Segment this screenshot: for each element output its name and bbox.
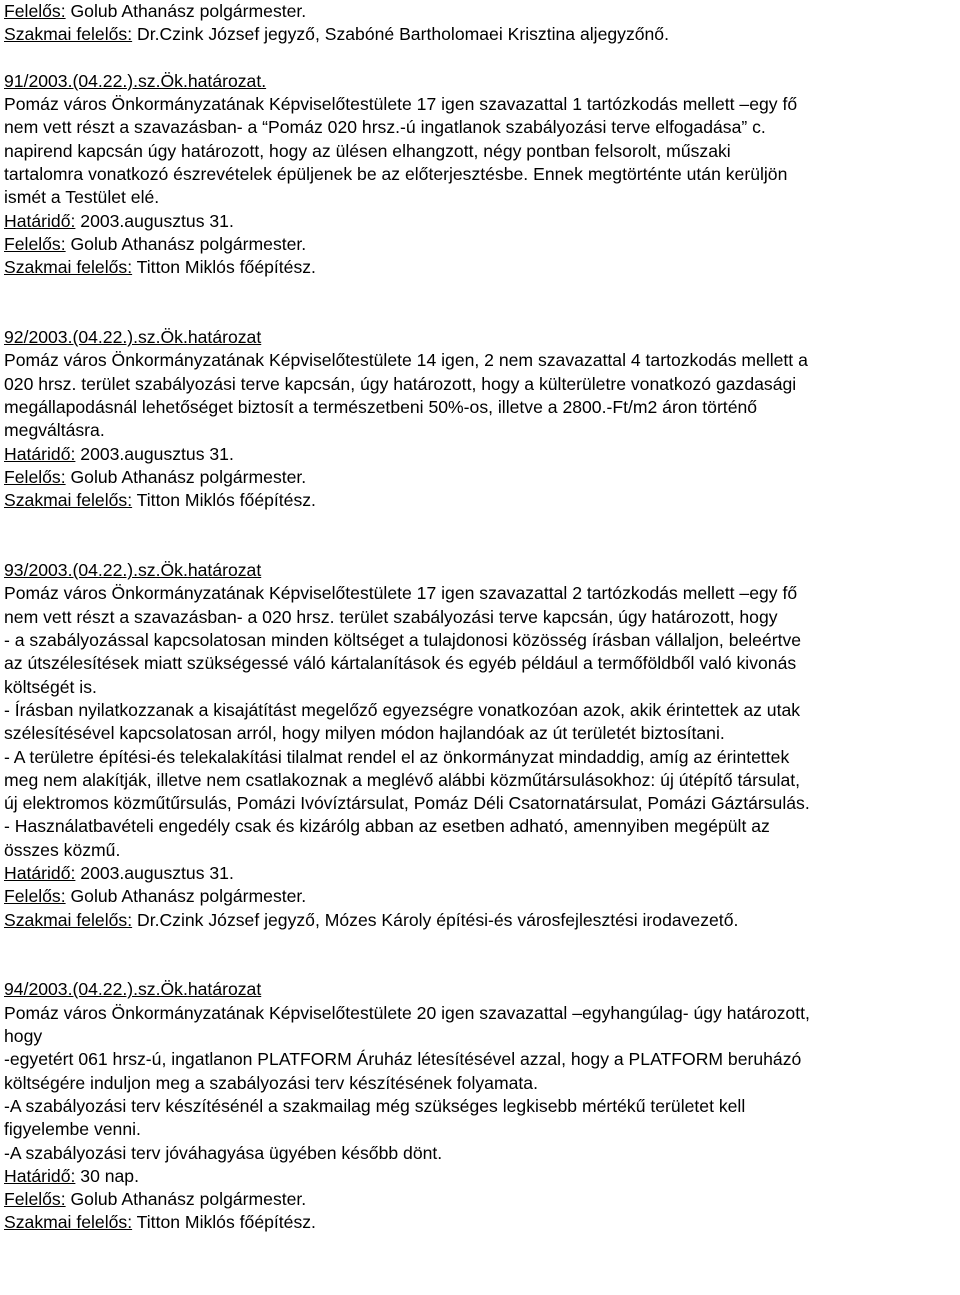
deadline-label: Határidő: (4, 1165, 76, 1186)
resolution-text-line: - a szabályozással kapcsolatosan minden költséget a tulajdonosi közösség írásban vállaljon, beleértve (4, 630, 802, 651)
professional-responsible-line (4, 23, 957, 46)
resolution-number-part: 94/2003.(04.22.).sz.Ök. (4, 979, 188, 1000)
resolution-text-line: megállapodásnál lehetőséget biztosít a természetbeni 50%-os, illetve a 2800.-Ft/m2 áron történő (4, 397, 758, 418)
resolution-text-line: ismét a Testület elé. (4, 187, 160, 208)
deadline-line (4, 443, 957, 466)
resolution-number (4, 326, 957, 349)
deadline-label: Határidő: (4, 210, 76, 231)
resolution-text-line: Pomáz város Önkormányzatának Képviselőtestülete 17 igen szavazattal 1 tartózkodás mellett –egy fő (4, 94, 798, 115)
deadline-line (4, 862, 957, 885)
resolution-text-line: költségére induljon meg a szabályozási terv készítésének folyamata. (4, 1072, 538, 1093)
professional-responsible-line (4, 909, 957, 932)
resolution-text-line: költségét is. (4, 676, 97, 697)
responsible-line (4, 1188, 957, 1211)
resolution-text-line: az útszélesítések miatt szükségessé váló kártalanítások és egyéb például a termőföldből való kivonás (4, 653, 797, 674)
deadline-value: 2003.augusztus 31. (75, 443, 234, 464)
professional-responsible-label: Szakmai felelős: (4, 490, 133, 511)
resolution-text-line: meg nem alakítják, illetve nem csatlakoznak a meglévő alábbi közműtársulásokhoz: új útépítő társulat, (4, 769, 801, 790)
resolution-text-line: -A szabályozási terv készítésénél a szakmailag még szükséges legkisebb mértékű területet kell (4, 1095, 746, 1116)
resolution-text-line: hogy (4, 1026, 43, 1047)
deadline-value: 2003.augusztus 31. (75, 862, 234, 883)
professional-responsible-line (4, 256, 957, 279)
professional-responsible-label: Szakmai felelős: (4, 1212, 133, 1233)
resolution-text-line: -A szabályozási terv jóváhagyása ügyében később dönt. (4, 1142, 443, 1163)
responsible-label: Felelős: (4, 886, 66, 907)
resolution-text-line: figyelembe venni. (4, 1119, 141, 1140)
document-page (4, 0, 957, 1235)
professional-responsible-value: Titton Miklós főépítész. (132, 490, 316, 511)
resolution-text-line: összes közmű. (4, 839, 121, 860)
deadline-value: 2003.augusztus 31. (75, 210, 234, 231)
deadline-line (4, 1165, 957, 1188)
resolution-text-line: szélesítésével kapcsolatosan arról, hogy milyen módon hajlandóak az út területét biztosítani. (4, 723, 725, 744)
responsible-label: Felelős: (4, 233, 66, 254)
resolution-text-line: nem vett részt a szavazásban- a 020 hrsz. terület szabályozási terve kapcsán, úgy határozott, hogy (4, 606, 778, 627)
resolution-number (4, 70, 957, 93)
responsible-value: Golub Athanász polgármester. (65, 1, 307, 21)
responsible-label: Felelős: (4, 466, 66, 487)
resolution-number-suffix: határozat (187, 327, 262, 348)
professional-responsible-line (4, 1211, 957, 1234)
resolution-text-line: Pomáz város Önkormányzatának Képviselőtestülete 20 igen szavazattal –egyhangúlag- úgy határozott, (4, 1002, 810, 1023)
responsible-line (4, 885, 957, 908)
spacer (4, 932, 957, 979)
resolution-number-part: 92/2003.(04.22.).sz.Ök. (4, 327, 188, 348)
resolution-text-line: megváltásra. (4, 420, 105, 441)
responsible-line (4, 466, 957, 489)
resolution-text-line: tartalomra vonatkozó észrevételek épüljenek be az előterjesztésbe. Ennek megtörténte után kerüljön (4, 164, 788, 185)
resolution-text-line: napirend kapcsán úgy határozott, hogy az ülésen elhangzott, négy pontban felsorolt, műszaki (4, 140, 731, 161)
resolution-text-line: Pomáz város Önkormányzatának Képviselőtestülete 14 igen, 2 nem szavazattal 4 tartozkodás mellett a (4, 350, 808, 371)
resolution-text-line: 020 hrsz. terület szabályozási terve kapcsán, úgy határozott, hogy a külterületre vonatkozó gazdasági (4, 373, 797, 394)
responsible-line (4, 0, 957, 23)
resolution-number (4, 978, 957, 1001)
responsible-line (4, 233, 957, 256)
professional-responsible-value: Titton Miklós főépítész. (132, 257, 316, 278)
spacer (4, 513, 957, 560)
resolution-text-line: - Használatbavételi engedély csak és kizárólg abban az esetben adható, amennyiben megépült az (4, 816, 770, 837)
professional-responsible-label: Szakmai felelős: (4, 909, 133, 930)
professional-responsible-value: Dr.Czink József jegyző, Mózes Károly építési-és városfejlesztési irodavezető. (132, 909, 739, 930)
spacer (4, 47, 957, 70)
deadline-label: Határidő: (4, 443, 76, 464)
responsible-value: Golub Athanász polgármester. (65, 233, 307, 254)
resolution-number-suffix: határozat (187, 560, 262, 581)
resolution-number-part: 93/2003.(04.22.).sz.Ök. (4, 560, 188, 581)
deadline-line (4, 210, 957, 233)
professional-responsible-value: Dr.Czink József jegyző, Szabóné Bartholomaei Krisztina aljegyzőnő. (132, 24, 669, 45)
responsible-value: Golub Athanász polgármester. (65, 1189, 307, 1210)
resolution-text-line: - A területre építési-és telekalakítási tilalmat rendel el az önkormányzat mindaddig, amíg az érintettek (4, 746, 790, 767)
professional-responsible-value: Titton Miklós főépítész. (132, 1212, 316, 1233)
deadline-value: 30 nap. (75, 1165, 139, 1186)
professional-responsible-label: Szakmai felelős: (4, 24, 133, 45)
professional-responsible-label: Szakmai felelős: (4, 257, 133, 278)
resolution-text-line: -egyetért 061 hrsz-ú, ingatlanon PLATFORM Áruház létesítésével azzal, hogy a PLATFORM beruházó (4, 1049, 802, 1070)
responsible-label: Felelős: (4, 1189, 66, 1210)
responsible-value: Golub Athanász polgármester. (65, 466, 307, 487)
responsible-label: Felelős: (4, 1, 66, 21)
resolution-text-line: - Írásban nyilatkozzanak a kisajátítást megelőző egyezségre vonatkozóan azok, akik érintettek az utak (4, 699, 801, 720)
professional-responsible-line (4, 489, 957, 512)
resolution-text-line: nem vett részt a szavazásban- a “Pomáz 020 hrsz.-ú ingatlanok szabályozási terve elfogadása” c. (4, 117, 766, 138)
resolution-text-line: Pomáz város Önkormányzatának Képviselőtestülete 17 igen szavazattal 2 tartózkodás mellett –egy fő (4, 583, 798, 604)
responsible-value: Golub Athanász polgármester. (65, 886, 307, 907)
spacer (4, 280, 957, 327)
resolution-number-part: 91/2003.(04.22.).sz.Ök. (4, 70, 188, 91)
deadline-label: Határidő: (4, 862, 76, 883)
resolution-number-suffix: határozat. (187, 70, 267, 91)
resolution-text-line: új elektromos közműtűrsulás, Pomázi Ivóvíztársulat, Pomáz Déli Csatornatársulat, Pomázi Gáztársulás. (4, 793, 810, 814)
resolution-number-suffix: határozat (187, 979, 262, 1000)
resolution-number (4, 559, 957, 582)
